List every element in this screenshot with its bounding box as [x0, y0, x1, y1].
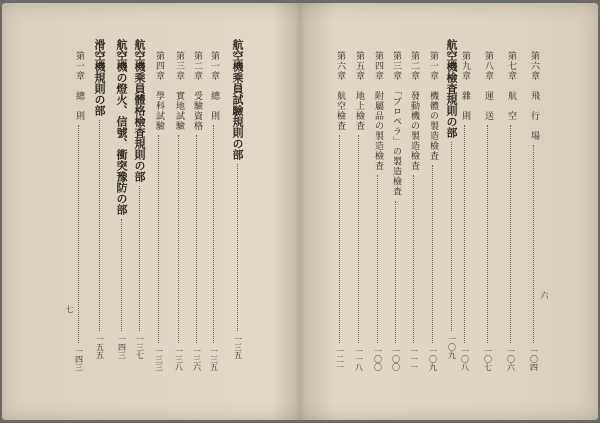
toc-entry: [407, 51, 420, 371]
leader-dots: [464, 125, 465, 343]
toc-entry-label: 滑空機規則の部: [93, 39, 106, 116]
toc-page-number: 一〇八: [460, 347, 470, 371]
toc-page-number: 一〇九: [428, 347, 438, 371]
right-page: [301, 3, 598, 420]
leader-dots: [358, 135, 359, 343]
toc-entry: [371, 51, 384, 371]
page-number-right: 六: [540, 291, 549, 299]
toc-entry: [426, 51, 439, 371]
leader-dots: [237, 164, 238, 331]
toc-entry-label: 第四章 學科試驗: [154, 51, 164, 131]
toc-page-number: 一四三: [117, 335, 127, 359]
toc-entry-label: 第五章 地上檢査: [354, 51, 364, 131]
leader-dots: [99, 120, 100, 331]
toc-entry-label: 航空機の燈火、信號、衝突豫防の部: [115, 39, 128, 215]
toc-entry-label: 第九章 雜 則: [460, 51, 470, 121]
toc-entry-label: 航空機檢査規則の部: [445, 39, 458, 138]
toc-section-heading: [133, 39, 146, 359]
toc-section-heading: [231, 39, 244, 359]
leader-dots: [413, 175, 414, 343]
leader-dots: [78, 125, 79, 343]
toc-entry: [481, 51, 494, 371]
toc-entry-label: 第二章 受驗資格: [192, 51, 202, 131]
toc-entry-label: 第一章 總 則: [209, 51, 219, 121]
toc-entry-label: 第一章 機體の製造檢査: [428, 51, 438, 161]
toc-page-number: 一〇〇: [391, 347, 401, 371]
toc-page-number: 一〇九: [447, 335, 457, 359]
toc-section-heading: [445, 39, 458, 359]
toc-entry: [72, 51, 85, 371]
toc-entry: [190, 51, 203, 371]
toc-page-number: 一三三: [154, 347, 164, 371]
leader-dots: [533, 145, 534, 343]
left-page: [2, 3, 299, 420]
leader-dots: [139, 186, 140, 331]
leader-dots: [395, 201, 396, 344]
toc-page-number: 一三六: [192, 347, 202, 371]
toc-entry-label: 航空機乘員體格檢査規則の部: [133, 39, 146, 182]
toc-entry-label: 航空機乘員試驗規則の部: [231, 39, 244, 160]
toc-page-number: 一二一: [335, 347, 345, 371]
toc-page-number: 一一八: [354, 347, 364, 371]
toc-section-heading: [93, 39, 106, 359]
leader-dots: [339, 135, 340, 343]
toc-page-number: 一三八: [174, 347, 184, 371]
toc-page-number: 一四三: [74, 347, 84, 371]
page-number-left: 七: [65, 305, 74, 313]
toc-entry: [152, 51, 165, 371]
leader-dots: [121, 219, 122, 331]
book-spread: [2, 3, 598, 420]
toc-section-heading: [115, 39, 128, 359]
toc-page-number: 一〇七: [483, 347, 493, 371]
toc-page-number: 一五五: [95, 335, 105, 359]
toc-entry: [207, 51, 220, 371]
toc-page-number: 一一一: [409, 347, 419, 371]
toc-entry-label: 第一章 總 則: [74, 51, 84, 121]
leader-dots: [178, 135, 179, 343]
toc-page-number: 一三五: [209, 347, 219, 371]
toc-entry-label: 第六章 航空檢査: [335, 51, 345, 131]
toc-page-number: 一〇〇: [373, 347, 383, 371]
toc-entry-label: 第八章 運 送: [483, 51, 493, 121]
leader-dots: [487, 125, 488, 343]
toc-entry-label: 第三章 實地試驗: [174, 51, 184, 131]
toc-entry: [352, 51, 365, 371]
toc-entry-label: 第六章 飛 行 場: [529, 51, 539, 141]
leader-dots: [510, 125, 511, 343]
toc-page-number: 一〇六: [506, 347, 516, 371]
toc-entry: [504, 51, 517, 371]
leader-dots: [213, 125, 214, 343]
leader-dots: [451, 142, 452, 331]
toc-entry: [389, 51, 402, 371]
toc-page-number: 一三七: [135, 335, 145, 359]
toc-page-number: 一三五: [233, 335, 243, 359]
toc-entry: [333, 51, 346, 371]
toc-entry-label: 第三章 「プロペラ」の製造檢査: [391, 51, 401, 197]
leader-dots: [196, 135, 197, 343]
toc-page-number: 一〇四: [529, 347, 539, 371]
toc-entry: [458, 51, 471, 371]
toc-entry-label: 第二章 發動機の製造檢査: [409, 51, 419, 171]
toc-entry: [172, 51, 185, 371]
toc-entry-label: 第七章 航 空: [506, 51, 516, 121]
leader-dots: [158, 135, 159, 343]
toc-entry-label: 第四章 附屬品の製造檢査: [373, 51, 383, 171]
leader-dots: [432, 165, 433, 343]
leader-dots: [377, 175, 378, 343]
toc-entry: [527, 51, 540, 371]
